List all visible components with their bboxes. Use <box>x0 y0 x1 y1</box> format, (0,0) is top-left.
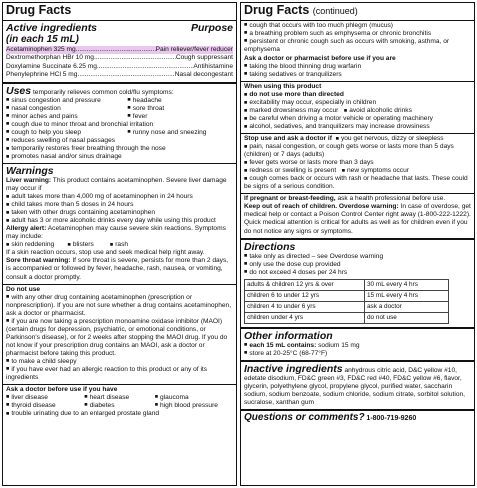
other-info-bold: each 15 mL contains: <box>249 341 317 349</box>
ingredient-row <box>6 63 233 71</box>
dosing-dose: 15 mL every 4 hrs <box>365 290 449 301</box>
dosing-row <box>245 290 449 301</box>
active-ingredients-heading: Active ingredients <box>6 21 98 34</box>
other-info-text: store at 20-25°C (68-77°F) <box>249 349 328 357</box>
uses-item: ■ sore throat <box>127 105 233 113</box>
ask-pharmacist-item: ■ taking the blood thinning drug warfarin <box>244 63 471 71</box>
do-not-use-item: ■ with any other drug containing acetaminophen (prescription or nonprescription). If you are not sure whether a drug contains acetaminophen, ask a doctor or pharmacist. <box>6 294 233 318</box>
leader-dots <box>76 46 156 54</box>
uses-intro: temporarily relieves common cold/flu symptoms: <box>32 88 174 96</box>
ask-doctor-item: ■ diabetes <box>84 402 154 410</box>
uses-heading: Uses <box>6 84 32 97</box>
other-info-text: sodium 15 mg <box>318 341 360 349</box>
when-using-item: ■ marked drowsiness may occur <box>244 107 338 114</box>
drug-facts-panel-left <box>2 2 237 486</box>
cough-conditions-list <box>244 22 471 54</box>
dosing-age: children under 4 yrs <box>245 312 365 323</box>
uses-item: ■ cough to help you sleep <box>6 129 127 137</box>
stop-use-heading: Stop use and ask a doctor if <box>244 135 332 143</box>
when-using-item: ■ be careful when driving a motor vehicle or operating machinery <box>244 115 471 123</box>
stop-use-item: ■ pain, nasal congestion, or cough gets worse or lasts more than 5 days (children) or 7 days (adults) <box>244 143 471 159</box>
directions-item: ■ only use the dose cup provided <box>244 261 471 269</box>
allergy-alert-text: Acetaminophen may cause severe skin reactions. Symptoms may include: <box>6 225 226 241</box>
uses-item: ■ promotes nasal and/or sinus drainage <box>6 153 233 161</box>
allergy-symptom: ■ rash <box>110 241 233 249</box>
panel-title: Drug Facts <box>244 3 310 17</box>
ingredient-purpose: Nasal decongestant <box>174 71 233 79</box>
ingredient-purpose: Cough suppressant <box>175 54 233 62</box>
overdose-label: Overdose warning: <box>338 203 399 211</box>
dosing-dose: 30 mL every 4 hrs <box>365 279 449 290</box>
when-using-item: ■ alcohol, sedatives, and tranquilizers may increase drowsiness <box>244 123 471 131</box>
ask-doctor-item: ■ glaucoma <box>155 394 233 402</box>
liver-warning-item: ■ child takes more than 5 doses in 24 hours <box>6 201 233 209</box>
allergy-after-text: If a skin reaction occurs, stop use and seek medical help right away. <box>6 249 205 257</box>
inactive-ingredients-text: anhydrous citric acid, D&C yellow #10, edetate disodium, FD&C green #3, FD&C red #40, FD&C yellow #6, flavor, glycerin, polyethylene glycol, propylene glycol, purified water, saccharin sodium, sodium benzoate, sodium chloride, sodium citrate, sorbitol solution, sucralose, xanthan gum <box>244 366 466 406</box>
allergy-symptom: ■ blisters <box>68 241 110 249</box>
drug-facts-panel-right <box>240 2 475 486</box>
when-using-item: ■ avoid alcoholic drinks <box>344 107 412 114</box>
directions-item: ■ take only as directed – see Overdose warning <box>244 253 471 261</box>
allergy-alert-label: Allergy alert: <box>6 225 47 233</box>
ingredient-name: Acetaminophen 325 mg <box>6 46 76 53</box>
liver-warning-item: ■ adult takes more than 4,000 mg of acetaminophen in 24 hours <box>6 193 233 201</box>
phone-number[interactable]: 1-800-719-9260 <box>366 415 417 422</box>
uses-item: ■ fever <box>127 113 233 121</box>
when-using-item: ■ do not use more than directed <box>244 91 471 99</box>
leader-dots <box>94 54 176 62</box>
stop-use-section <box>241 134 474 194</box>
dosing-dose: do not use <box>365 312 449 323</box>
uses-item: ■ temporarily restores freer breathing through the nose <box>6 145 233 153</box>
cough-condition-item: ■ persistent or chronic cough such as occurs with smoking, asthma, or emphysema <box>244 38 471 54</box>
cough-conditions-section <box>241 21 474 54</box>
uses-item: ■ sinus congestion and pressure <box>6 97 127 105</box>
ask-doctor-heading: Ask a doctor before use if you have <box>6 385 118 393</box>
ingredient-row <box>6 71 233 79</box>
uses-item: ■ nasal congestion <box>6 105 127 113</box>
uses-item: ■ minor aches and pains <box>6 113 127 121</box>
leader-dots <box>97 63 194 71</box>
uses-item: ■ cough due to minor throat and bronchial irritation <box>6 121 233 129</box>
when-using-heading: When using this product <box>244 82 322 90</box>
ask-doctor-last: ■ trouble urinating due to an enlarged prostate gland <box>6 410 233 418</box>
allergy-symptom: ■ skin reddening <box>6 241 68 249</box>
uses-section <box>3 84 236 164</box>
directions-item: ■ do not exceed 4 doses per 24 hrs <box>244 269 471 277</box>
ask-pharmacist-section <box>241 54 474 82</box>
dosing-table <box>244 279 449 324</box>
do-not-use-item: ■ to make a child sleepy <box>6 358 233 366</box>
when-using-section <box>241 82 474 134</box>
do-not-use-item: ■ if you are now taking a prescription monoamine oxidase inhibitor (MAOI) (certain drugs for depression, psychiatric, or emotional conditions, or Parkinson's disease), or for 2 weeks after stopping the MAOI drug. If you do not know if your prescription drug contains an MAOI, ask a doctor or pharmacist before taking this product. <box>6 318 233 358</box>
dosing-row <box>245 301 449 312</box>
ask-pharmacist-item: ■ taking sedatives or tranquilizers <box>244 71 471 79</box>
questions-label: Questions or comments? <box>244 412 365 423</box>
allergy-symptoms <box>6 241 233 249</box>
uses-item: ■ reduces swelling of nasal passages <box>6 137 233 145</box>
cough-condition-item: ■ a breathing problem such as emphysema or chronic bronchitis <box>244 30 471 38</box>
directions-heading: Directions <box>244 240 296 253</box>
panel-title: Drug Facts <box>3 3 236 21</box>
sore-throat-text: If sore throat is severe, persists for more than 2 days, is accompanied or followed by fever, headache, rash, nausea, or vomiting, consult a doctor promptly. <box>6 257 229 281</box>
uses-item: ■ runny nose and sneezing <box>127 129 233 137</box>
ingredient-purpose: Pain reliever/fever reducer <box>155 46 233 53</box>
do-not-use-section <box>3 285 236 385</box>
liver-warning-list <box>6 193 233 225</box>
ingredient-name: Dextromethorphan HBr 10 mg <box>6 54 94 62</box>
panel-title-continued <box>241 3 474 21</box>
purpose-heading: Purpose <box>190 21 233 34</box>
ingredients-list <box>6 46 233 80</box>
pregnancy-text: ask a health professional before use. <box>337 195 446 203</box>
do-not-use-list <box>6 294 233 382</box>
when-using-item: ■ excitability may occur, especially in children <box>244 99 471 107</box>
other-info-section <box>241 329 474 362</box>
liver-warning-item: ■ adult has 3 or more alcoholic drinks every day while using this product <box>6 217 233 225</box>
stop-use-item: ■ new symptoms occur <box>342 167 409 174</box>
dosing-row <box>245 312 449 323</box>
ingredient-row <box>6 54 233 62</box>
ingredient-name: Phenylephrine HCl 5 mg <box>6 71 78 79</box>
ask-pharmacist-list <box>244 63 471 79</box>
do-not-use-heading: Do not use <box>6 285 41 293</box>
dosing-row <box>245 279 449 290</box>
cough-condition-item: ■ cough that occurs with too much phlegm (mucus) <box>244 22 471 30</box>
liver-warning-text: This product contains acetaminophen. Severe liver damage may occur if <box>6 177 227 193</box>
ask-doctor-grid <box>6 394 233 410</box>
leader-dots <box>77 71 174 79</box>
ask-doctor-item: ■ thyroid disease <box>6 402 84 410</box>
pregnancy-label: If pregnant or breast-feeding, <box>244 195 336 203</box>
stop-use-item: ■ you get nervous, dizzy or sleepless <box>336 135 444 142</box>
active-ingredients-subheading: (in each 15 mL) <box>6 33 79 45</box>
dosing-dose: ask a doctor <box>365 301 449 312</box>
dosing-age: children 6 to under 12 yrs <box>245 290 365 301</box>
questions-section <box>241 411 474 426</box>
do-not-use-item: ■ if you have ever had an allergic reaction to this product or any of its ingredients <box>6 366 233 382</box>
uses-grid <box>6 97 233 137</box>
sore-throat-label: Sore throat warning: <box>6 257 71 265</box>
ingredient-purpose: Antihistamine <box>193 62 233 70</box>
inactive-ingredients-heading: Inactive ingredients <box>244 362 343 375</box>
ask-pharmacist-heading: Ask a doctor or pharmacist before use if you are <box>244 54 396 62</box>
stop-use-item: ■ redness or swelling is present <box>244 167 336 174</box>
ask-doctor-item: ■ liver disease <box>6 394 84 402</box>
warnings-section <box>3 164 236 284</box>
pregnancy-overdose-section <box>241 194 474 239</box>
directions-list <box>244 253 471 277</box>
stop-use-item: ■ cough comes back or occurs with rash or headache that lasts. These could be signs of a serious condition. <box>244 175 471 191</box>
continued-label: (continued) <box>312 6 358 16</box>
directions-section <box>241 240 474 329</box>
liver-warning-label: Liver warning: <box>6 177 52 185</box>
dosing-age: children 4 to under 6 yrs <box>245 301 365 312</box>
overdose-text: In case of overdose, get medical help or contact a Poison Control Center right away (1-800-222-1222). Quick medical attention is critical for adults as well as for children even if you do not notice any signs or symptoms. <box>244 203 471 235</box>
ask-doctor-item: ■ high blood pressure <box>155 402 233 410</box>
dosing-age: adults & children 12 yrs & over <box>245 279 365 290</box>
keep-out-of-reach-label: Keep out of reach of children. <box>244 203 338 211</box>
ask-doctor-section <box>3 385 236 420</box>
other-info-heading: Other information <box>244 329 333 342</box>
ingredient-name: Doxylamine Succinate 6.25 mg <box>6 62 97 70</box>
warnings-heading: Warnings <box>6 165 54 178</box>
ingredient-row <box>6 46 233 54</box>
liver-warning-item: ■ taken with other drugs containing acetaminophen <box>6 209 233 217</box>
ask-doctor-item: ■ heart disease <box>84 394 154 402</box>
uses-more-list <box>6 137 233 161</box>
stop-use-item: ■ fever gets worse or lasts more than 3 days <box>244 159 471 167</box>
active-ingredients-section <box>3 21 236 84</box>
inactive-ingredients-section <box>241 362 474 411</box>
uses-item: ■ headache <box>127 97 233 105</box>
